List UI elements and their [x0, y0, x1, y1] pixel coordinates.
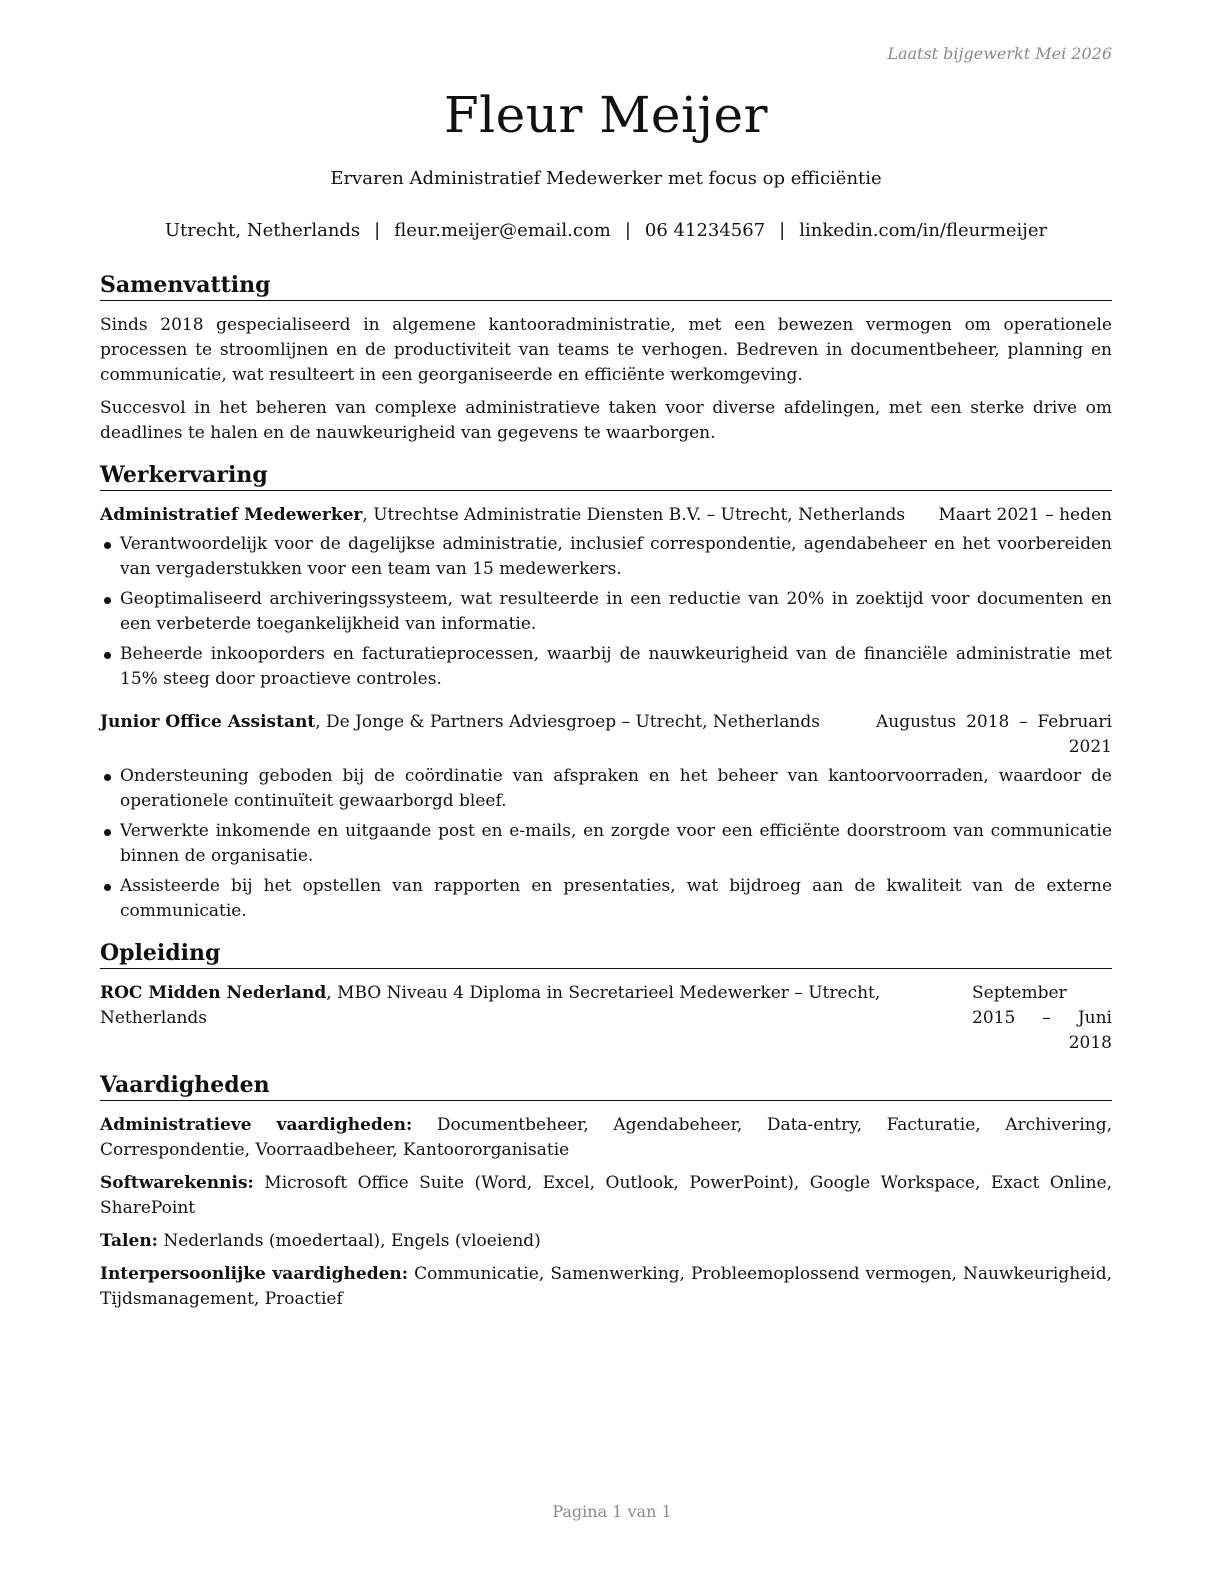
- skill-item: [100, 1171, 1112, 1221]
- job-title-line: [100, 503, 926, 528]
- job-entry: [100, 503, 1112, 692]
- resume-content: [100, 270, 1112, 1326]
- summary-paragraph: Sinds 2018 gespecialiseerd in algemene kantooradministratie, met een bewezen vermogen om operationele processen te stroomlijnen en de productiviteit van teams te verhogen. Bedreven in documentbeheer, planning en communicatie, wat resulteert in een georganiseerde en efficiënte werkomgeving.: [100, 315, 1112, 385]
- summary-paragraph: Succesvol in het beheren van complexe administratieve taken voor diverse afdelingen, met een sterke drive om deadlines te halen en de nauwkeurigheid van gegevens te waarborgen.: [100, 398, 1112, 443]
- skill-label: Softwarekennis:: [100, 1173, 254, 1193]
- contact-separator: |: [779, 220, 786, 241]
- skill-label: Talen:: [100, 1231, 158, 1251]
- contact-line: [100, 220, 1112, 241]
- job-bullet: Verantwoordelijk voor de dagelijkse administratie, inclusief correspondentie, agendabeheer en het voorbereiden van vergaderstukken voor een team van 15 medewerkers.: [100, 532, 1112, 582]
- job-bullet: Ondersteuning geboden bij de coördinatie van afspraken en het beheer van kantoorvoorraden, waardoor de operationele continuïteit gewaarborgd bleef.: [100, 764, 1112, 814]
- job-bullet: Geoptimaliseerd archiveringssysteem, wat resulteerde in een reductie van 20% in zoektijd voor documenten en een verbeterde toegankelijkheid van informatie.: [100, 587, 1112, 637]
- summary-section: [100, 270, 1112, 446]
- job-header: [100, 710, 1112, 760]
- section-title-education: Opleiding: [100, 938, 1112, 969]
- skill-value: Microsoft Office Suite (Word, Excel, Outlook, PowerPoint), Google Workspace, Exact Online, SharePoint: [100, 1173, 1112, 1218]
- education-entry: [100, 981, 1112, 1056]
- contact-email[interactable]: fleur.meijer@email.com: [394, 220, 611, 241]
- section-title-experience: Werkervaring: [100, 460, 1112, 491]
- contact-linkedin[interactable]: linkedin.com/in/fleurmeijer: [799, 220, 1048, 241]
- contact-separator: |: [374, 220, 381, 241]
- candidate-headline: Ervaren Administratief Medewerker met focus op efficiëntie: [330, 168, 882, 189]
- last-updated-note: Laatst bijgewerkt Mei 2026: [887, 44, 1112, 63]
- education-detail: , MBO Niveau 4 Diploma in Secretarieel Medewerker – Utrecht, Netherlands: [100, 983, 881, 1028]
- resume-page: [100, 0, 1112, 1584]
- skill-label: Interpersoonlijke vaardigheden:: [100, 1264, 409, 1284]
- job-bullet: Verwerkte inkomende en uitgaande post en e-mails, en zorgde voor een efficiënte doorstroom van communicatie binnen de organisatie.: [100, 819, 1112, 869]
- education-line: [100, 981, 968, 1056]
- job-bullet: Assisteerde bij het opstellen van rapporten en presentaties, wat bijdroeg aan de kwaliteit van de externe communicatie.: [100, 874, 1112, 924]
- skill-item: [100, 1113, 1112, 1163]
- job-dates: Augustus 2018 – Februari 2021: [876, 712, 1112, 757]
- section-title-summary: Samenvatting: [100, 270, 1112, 301]
- job-bullets: [100, 532, 1112, 692]
- skills-section: [100, 1070, 1112, 1312]
- contact-separator: |: [624, 220, 631, 241]
- job-bullets: [100, 764, 1112, 924]
- education-dates: September 2015 – Juni 2018: [972, 983, 1112, 1053]
- job-entry: [100, 710, 1112, 924]
- job-role: Junior Office Assistant: [100, 712, 316, 732]
- contact-location: Utrecht, Netherlands: [164, 220, 361, 241]
- skill-item: [100, 1262, 1112, 1312]
- skill-value: Documentbeheer, Agendabeheer, Data-entry, Facturatie, Archivering, Correspondentie, Voorraadbeheer, Kantoororganisatie: [100, 1115, 1113, 1160]
- education-section: [100, 938, 1112, 1056]
- education-school: ROC Midden Nederland: [100, 983, 327, 1003]
- job-role: Administratief Medewerker: [100, 505, 363, 525]
- skill-value: Nederlands (moedertaal), Engels (vloeiend): [157, 1231, 541, 1251]
- section-title-skills: Vaardigheden: [100, 1070, 1112, 1101]
- job-dates: Maart 2021 – heden: [938, 505, 1112, 525]
- skill-label: Administratieve vaardigheden:: [100, 1115, 413, 1135]
- skill-value: Communicatie, Samenwerking, Probleemoplossend vermogen, Nauwkeurigheid, Tijdsmanagement, Proactief: [100, 1264, 1112, 1309]
- page-number-footer: Pagina 1 van 1: [552, 1502, 672, 1521]
- job-title-line: [100, 710, 864, 735]
- job-company: , Utrechtse Administratie Diensten B.V. – Utrecht, Netherlands: [362, 505, 906, 525]
- job-company: , De Jonge & Partners Adviesgroep – Utrecht, Netherlands: [315, 712, 820, 732]
- contact-phone: 06 41234567: [644, 220, 766, 241]
- job-bullet: Beheerde inkooporders en facturatieprocessen, waarbij de nauwkeurigheid van de financiële administratie met 15% steeg door proactieve controles.: [100, 642, 1112, 692]
- skill-item: [100, 1229, 1112, 1254]
- job-header: [100, 503, 1112, 528]
- experience-section: [100, 460, 1112, 924]
- candidate-name: Fleur Meijer: [443, 86, 769, 144]
